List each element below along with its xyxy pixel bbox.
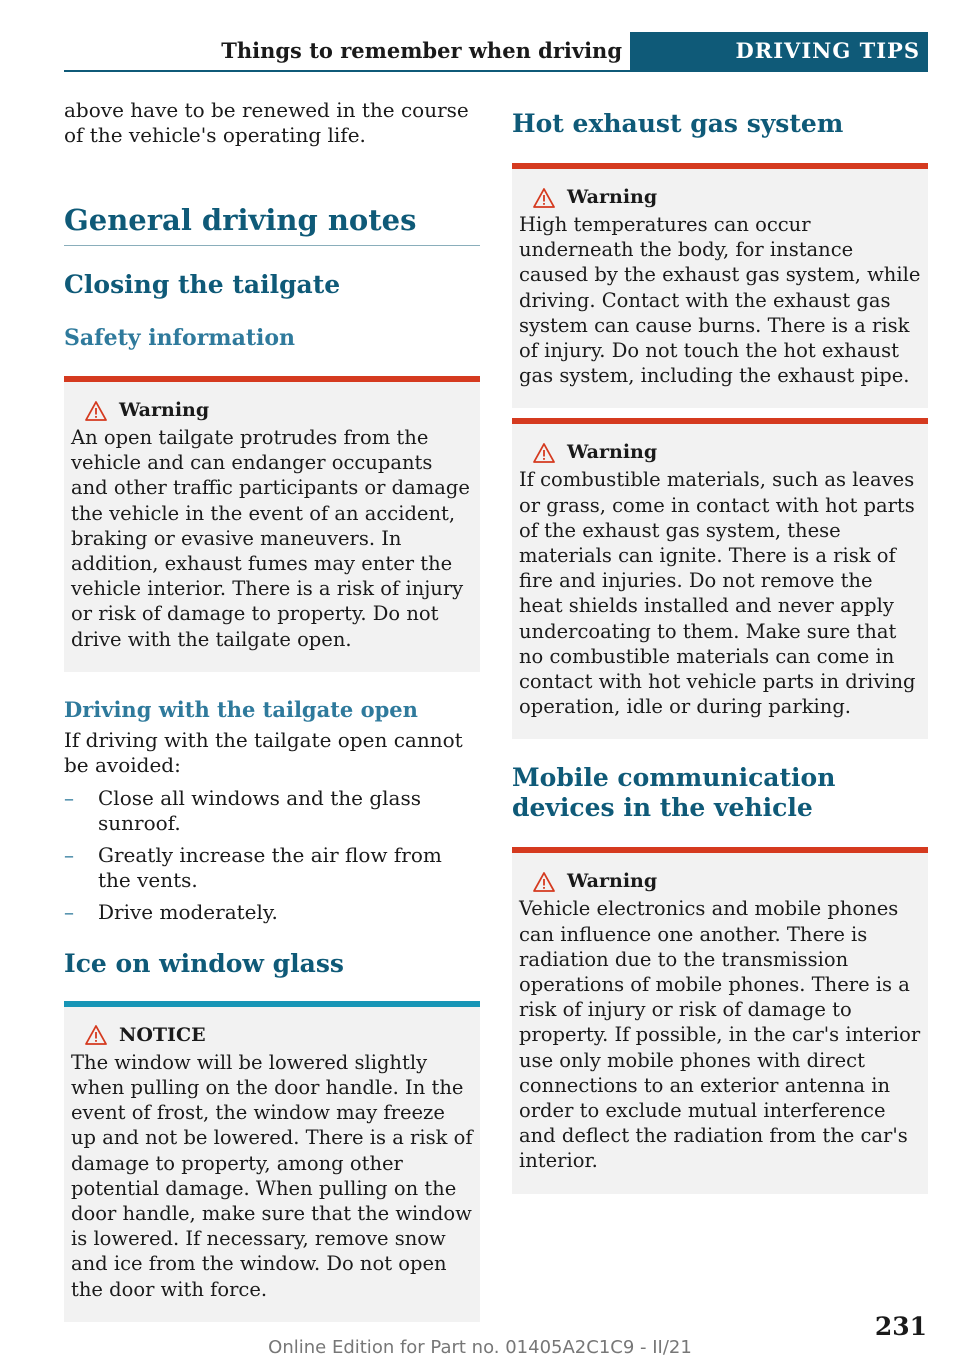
notice-text: The window will be lowered slightly when pulling on the door handle. In the event of frost, the window may freeze up and not be lowered. There is a risk of damage to property, among other potential damage. When pulling on the door handle, make sure that the window is lowered. If necessary, remove snow and ice from the window. Do not open the door with force. [71, 1050, 473, 1301]
warning-box-exhaust-heat [512, 163, 928, 408]
heading-closing-tailgate: Closing the tailgate [64, 270, 341, 299]
section-title: Things to remember when driving [221, 38, 622, 63]
warning-text: If combustible materials, such as leaves or grass, come in contact with hot parts of the exhaust gas system, these materials can ignite. There is a risk of fire and injuries. Do not remove the heat shields installed and never apply undercoating to them. Make sure that no combustible materials can come in contact with hot vehicle parts in driving operation, idle or during parking. [519, 468, 916, 719]
page-number: 231 [874, 1312, 927, 1341]
warning-title-text: Warning [567, 870, 658, 893]
warning-triangle-icon [533, 443, 555, 463]
heading-rule [64, 245, 480, 246]
list-item: – Close all windows and the glass sunroof. [64, 785, 421, 835]
heading-safety-information: Safety information [64, 325, 296, 351]
warning-title [519, 185, 922, 210]
warning-title-text: Warning [567, 441, 658, 464]
warning-box-mobile [512, 847, 928, 1193]
warning-text: High temperatures can occur underneath the body, for instance caused by the exhaust gas system, while driving. Contact with the exhaust gas system can cause burns. There is a risk of injury. Do not touch the hot exhaust gas system, including the exhaust pipe. [519, 213, 921, 388]
notice-box-ice [64, 1001, 480, 1322]
warning-triangle-icon [85, 401, 107, 421]
page-header [64, 32, 928, 72]
warning-title-text: Warning [119, 399, 210, 421]
left-column [64, 98, 480, 1322]
heading-ice-on-window-glass: Ice on window glass [64, 948, 344, 978]
list-dash: – [64, 842, 74, 867]
warning-title [519, 440, 922, 465]
chapter-tab: DRIVING TIPS [630, 32, 928, 70]
heading-general-driving-notes: General driving notes [64, 203, 417, 237]
list-dash: – [64, 899, 74, 924]
warning-triangle-icon [533, 188, 555, 208]
footer-edition: Online Edition for Part no. 01405A2C1C9 - II/21 [268, 1337, 692, 1358]
warning-title-text: Warning [567, 186, 658, 208]
heading-driving-tailgate-open: Driving with the tailgate open [64, 696, 418, 722]
warning-text: An open tailgate protrudes from the vehicle and can endanger occupants and other traffic participants or damage the vehicle in the event of an accident, braking or evasive maneuvers. In addition, exhaust fumes may enter the vehicle interior. There is a risk of injury or risk of damage to property. Do not drive with the tailgate open. [71, 426, 470, 651]
warning-triangle-icon [85, 1025, 107, 1045]
warning-title [71, 398, 474, 423]
warning-triangle-icon [533, 872, 555, 892]
warning-box-combustible [512, 418, 928, 739]
notice-title [71, 1023, 474, 1048]
warning-title [519, 869, 922, 894]
driving-open-intro: If driving with the tailgate open cannot be avoided: [64, 727, 463, 777]
list-item: – Drive moderately. [64, 899, 278, 924]
warning-box-tailgate [64, 376, 480, 672]
intro-paragraph: above have to be renewed in the course of the vehicle's operating life. [64, 98, 469, 147]
warning-text: Vehicle electronics and mobile phones can influence one another. There is radiation due to the transmission operations of mobile phones. There is a risk of injury or risk of damage to property. If possible, in the car's interior use only mobile phones with direct connections to an exterior antenna in order to exclude mutual interference and deflect the radiation from the car's interior. [519, 897, 921, 1173]
notice-title-text: NOTICE [119, 1023, 206, 1046]
right-column [512, 98, 928, 1194]
instruction-list [64, 786, 480, 925]
heading-mobile-communication-devices: Mobile communication devices in the vehicle [512, 763, 836, 823]
list-item: – Greatly increase the air flow from the vents. [64, 842, 442, 892]
heading-hot-exhaust-gas-system: Hot exhaust gas system [512, 109, 844, 138]
list-dash: – [64, 785, 74, 810]
